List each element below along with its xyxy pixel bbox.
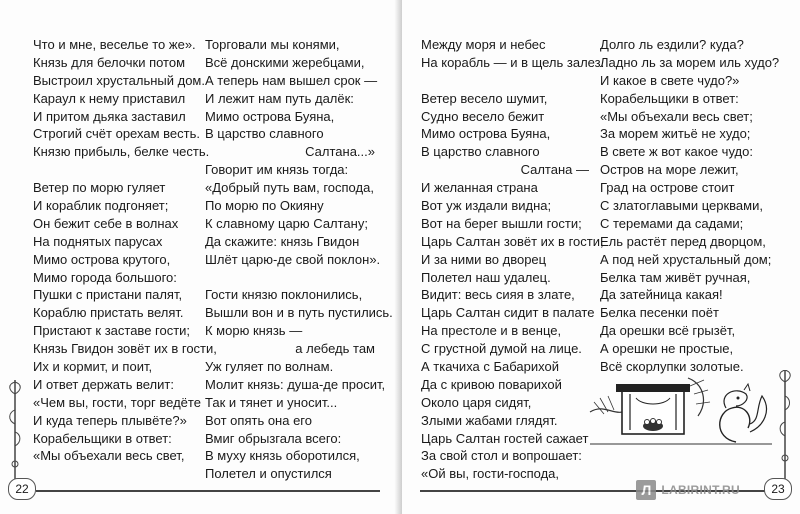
verse-line: С златоглавыми церквами, [600, 198, 763, 214]
verse-line: Полетел и опустился [205, 466, 332, 482]
verse-line: Говорит им князь тогда: [205, 162, 349, 178]
page-number-left: 22 [8, 478, 36, 500]
verse-line: Да скажите: князь Гвидон [205, 233, 360, 249]
verse-line: Вот уж издали видна; [421, 198, 552, 214]
verse-line: В царство славного [205, 126, 324, 142]
verse-line: И за ними во дворец [421, 251, 547, 267]
squirrel-crystal-house-illustration [586, 372, 776, 452]
verse-line: Он бежит себе в волнах [33, 215, 179, 231]
labirint-watermark [636, 478, 740, 502]
verse-line: Пушки с пристани палят, [33, 287, 183, 303]
verse-line: Град на острове стоит [600, 180, 735, 196]
page-number-right: 23 [764, 478, 792, 500]
verse-line: Да затейница какая! [600, 287, 723, 303]
verse-line: К морю князь — [205, 323, 303, 339]
verse-line: Вот опять она его [205, 412, 312, 428]
verse-line: Молит князь: душа-де просит, [205, 376, 386, 392]
verse-line: За свой стол и вопрошает: [421, 448, 582, 464]
verse-line: Белка песенки поёт [600, 305, 719, 321]
verse-line: И лежит нам путь далёк: [205, 90, 354, 106]
verse-line: И куда теперь плывёте?» [33, 412, 187, 428]
verse-line: Мимо острова Буяна, [205, 108, 335, 124]
verse-line: Уж гуляет по волнам. [205, 359, 334, 375]
verse-line: Около царя сидят, [421, 394, 532, 410]
verse-line: Между моря и небес [421, 37, 546, 52]
verse-line: Видит: весь сияя в злате, [421, 287, 575, 303]
verse-line: «Добрый путь вам, господа, [205, 180, 374, 196]
stanza-break [421, 72, 589, 90]
verse-line: И притом дьяка заставил [33, 108, 186, 124]
verse-line: Ветер по морю гуляет [33, 180, 166, 196]
verse-line: Что и мне, веселье то же». [33, 37, 196, 52]
verse-line: Корабельщики в ответ: [33, 430, 172, 446]
verse-line: На престоле и в венце, [421, 323, 562, 339]
verse-line: Ветер весело шумит, [421, 90, 548, 106]
verse-line: Шлёт царю-де свой поклон». [205, 251, 381, 267]
verse-line: «Чем вы, гости, торг ведёте [33, 394, 201, 410]
verse-line: И ответ держать велит: [33, 376, 174, 392]
verse-line: Корабельщики в ответ: [600, 90, 739, 106]
verse-line: Всё скорлупки золотые. [600, 359, 744, 375]
verse-line: Мимо острова Буяна, [421, 126, 551, 142]
verse-line: Салтана...» [305, 144, 375, 160]
verse-line: «Ой вы, гости-господа, [421, 466, 560, 482]
verse-line: Князь Гвидон зовёт их в гости, [33, 341, 217, 357]
verse-line: На поднятых парусах [33, 233, 163, 249]
verse-line: Их и кормит, и поит, [33, 359, 153, 375]
verse-line: За морем житьё не худо; [600, 126, 751, 142]
verse-line: Ель растёт перед дворцом, [600, 233, 766, 249]
verse-line: А теперь нам вышел срок — [205, 72, 378, 88]
floral-border-right [776, 370, 794, 480]
verse-line: Князь для белочки потом [33, 54, 186, 70]
verse-line: Кораблю пристать велят. [33, 305, 184, 321]
left-page-column-2 [205, 36, 393, 483]
left-bottom-border [36, 490, 380, 492]
verse-line: И желанная страна [421, 180, 538, 196]
verse-line: На корабль — и в щель залез. [421, 54, 605, 70]
verse-line: Князю прибыль, белке честь. [33, 144, 210, 160]
stanza-break [205, 269, 375, 287]
verse-line: «Мы объехали весь свет, [33, 448, 185, 464]
verse-line: В царство славного [421, 144, 540, 160]
verse-line: Да с кривою поварихой [421, 376, 562, 392]
verse-line: А под ней хрустальный дом; [600, 251, 772, 267]
verse-line: Так и тянет и уносит... [205, 394, 338, 410]
labirint-logo-icon: Л [636, 480, 656, 500]
verse-line: Судно весело бежит [421, 108, 545, 124]
floral-border-left [6, 380, 24, 480]
verse-line: Белка там живёт ручная, [600, 269, 751, 285]
verse-line: Царь Салтан сидит в палате [421, 305, 595, 321]
verse-line: В свете ж вот какое чудо: [600, 144, 753, 160]
verse-line: Выстроил хрустальный дом. [33, 72, 205, 88]
verse-line: Строгий счёт орехам весть. [33, 126, 200, 142]
verse-line: Злыми жабами глядят. [421, 412, 558, 428]
verse-line: Пристают к заставе гости; [33, 323, 191, 339]
verse-line: С грустной думой на лице. [421, 341, 582, 357]
left-page-column-1 [33, 36, 217, 465]
verse-line: Ладно ль за морем иль худо? [600, 54, 780, 70]
verse-line: Гости князю поклонились, [205, 287, 363, 303]
verse-line: «Мы объехали весь свет; [600, 108, 753, 124]
verse-line: А ткачиха с Бабарихой [421, 359, 559, 375]
verse-line: В муху князь оборотился, [205, 448, 360, 464]
verse-line: Долго ль ездили? куда? [600, 37, 744, 52]
labirint-watermark-text: LABIRINT.RU [661, 483, 740, 497]
verse-line: Остров на море лежит, [600, 162, 739, 178]
stanza-break [33, 161, 198, 179]
verse-line: Царь Салтан гостей сажает [421, 430, 589, 446]
verse-line: Вышли вон и в путь пустились. [205, 305, 393, 321]
verse-line: Мимо города большого: [33, 269, 177, 285]
verse-line: Мимо острова крутого, [33, 251, 171, 267]
verse-line: Царь Салтан зовёт их в гости, [421, 233, 604, 249]
verse-line: а лебедь там [295, 341, 375, 357]
verse-line: Салтана — [520, 162, 589, 178]
verse-line: Всё донскими жеребцами, [205, 54, 365, 70]
verse-line: И какое в свете чудо?» [600, 72, 740, 88]
verse-line: А орешки не простые, [600, 341, 734, 357]
left-page [0, 0, 398, 514]
verse-line: Вмиг обрызгала всего: [205, 430, 342, 446]
verse-line: Караул к нему приставил [33, 90, 186, 106]
verse-line: С теремами да садами; [600, 215, 744, 231]
verse-line: Вот на берег вышли гости; [421, 215, 582, 231]
right-page-column-1 [421, 36, 605, 483]
verse-line: Полетел наш удалец. [421, 269, 551, 285]
verse-line: И кораблик подгоняет; [33, 198, 169, 214]
verse-line: Да орешки всё грызёт, [600, 323, 736, 339]
verse-line: Торговали мы конями, [205, 37, 340, 52]
verse-line: К славному царю Салтану; [205, 215, 368, 231]
verse-line: По морю по Окияну [205, 198, 324, 214]
right-page-column-2 [600, 36, 780, 376]
